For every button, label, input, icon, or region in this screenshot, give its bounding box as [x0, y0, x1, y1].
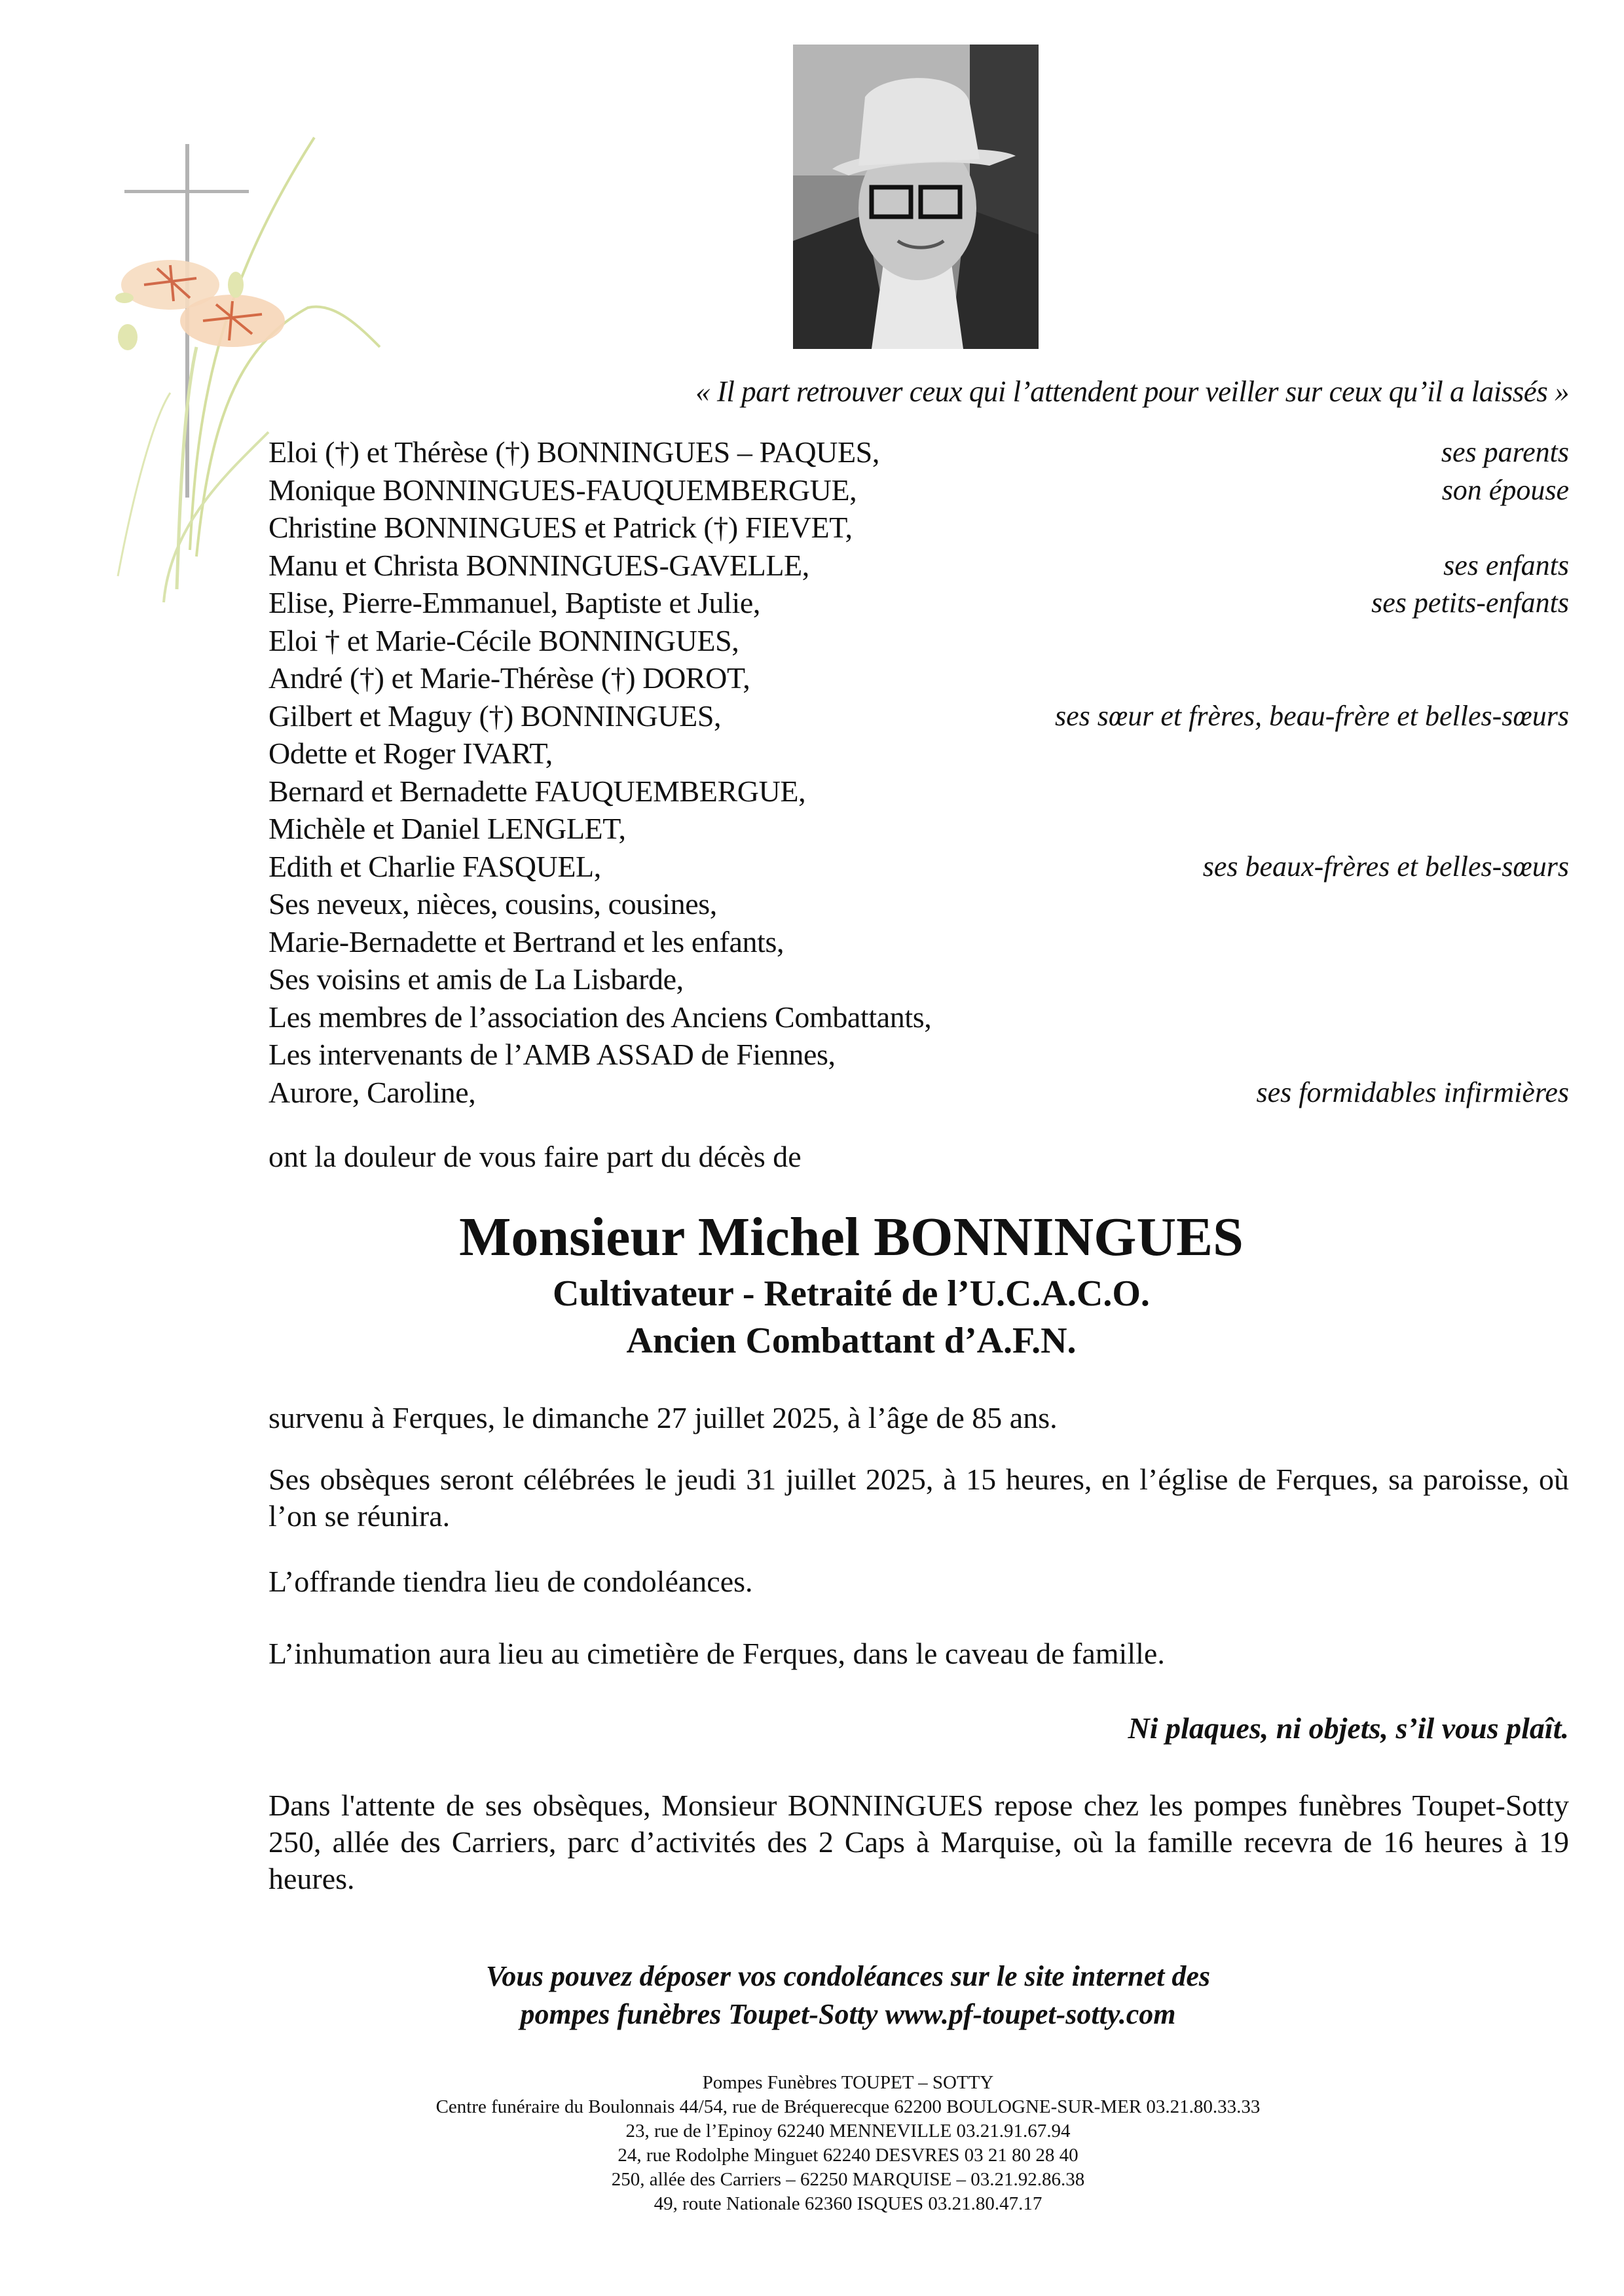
family-member-name: Marie-Bernadette et Bertrand et les enfants, [268, 924, 784, 958]
family-member-name: Les intervenants de l’AMB ASSAD de Fiennes, [268, 1038, 836, 1071]
deceased-block [0, 1205, 1624, 1364]
family-row [268, 547, 1569, 585]
family-row [268, 848, 1569, 886]
footer-line: 49, route Nationale 62360 ISQUES 03.21.80.47.17 [654, 2193, 1043, 2214]
family-relation: ses enfants [1443, 549, 1569, 581]
memorial-quote: « Il part retrouver ceux qui l’attendent pour veiller sur ceux qu’il a laissés » [695, 375, 1569, 408]
family-relation: ses beaux-frères et belles-sœurs [1202, 850, 1569, 883]
family-member-name: Elise, Pierre-Emmanuel, Baptiste et Julie, [268, 586, 760, 619]
family-member-name: Aurore, Caroline, [268, 1075, 476, 1109]
family-member-name: Eloi † et Marie-Cécile BONNINGUES, [268, 623, 739, 657]
condolences-line-1: Vous pouvez déposer vos condoléances sur le site internet des [485, 1960, 1211, 1992]
family-row [268, 960, 1569, 998]
family-row [268, 998, 1569, 1036]
footer-line: 250, allée des Carriers – 62250 MARQUISE – 03.21.92.86.38 [611, 2169, 1085, 2190]
family-member-name: Michèle et Daniel LENGLET, [268, 812, 626, 845]
family-member-name: Gilbert et Maguy (†) BONNINGUES, [268, 699, 722, 733]
funeral-details: Ses obsèques seront célébrées le jeudi 31 juillet 2025, à 15 heures, en l’église de Ferques, sa paroisse, où l’on se réunira. [268, 1463, 1569, 1533]
death-details: survenu à Ferques, le dimanche 27 juillet 2025, à l’âge de 85 ans. [268, 1401, 1058, 1434]
burial-details: L’inhumation aura lieu au cimetière de Ferques, dans le caveau de famille. [268, 1637, 1165, 1670]
family-member-name: André (†) et Marie-Thérèse (†) DOROT, [268, 661, 750, 695]
family-relation: ses petits-enfants [1371, 587, 1569, 619]
family-member-name: Christine BONNINGUES et Patrick (†) FIEVET, [268, 511, 853, 544]
family-relation: ses formidables infirmières [1256, 1076, 1569, 1108]
family-row [268, 509, 1569, 547]
deceased-occupation: Cultivateur - Retraité de l’U.C.A.C.O. [553, 1273, 1150, 1314]
family-row [268, 1074, 1569, 1112]
footer-line: 24, rue Rodolphe Minguet 62240 DESVRES 03 21 80 28 40 [618, 2145, 1079, 2166]
family-row [268, 885, 1569, 923]
family-member-name: Odette et Roger IVART, [268, 737, 553, 770]
family-row [268, 471, 1569, 509]
family-member-name: Bernard et Bernadette FAUQUEMBERGUE, [268, 774, 806, 808]
family-member-name: Les membres de l’association des Anciens Combattants, [268, 1000, 932, 1034]
family-member-name: Manu et Christa BONNINGUES-GAVELLE, [268, 548, 809, 582]
family-member-name: Ses voisins et amis de La Lisbarde, [268, 962, 684, 996]
family-relation: ses sœur et frères, beau-frère et belles-sœurs [1055, 699, 1569, 732]
offering-note: L’offrande tiendra lieu de condoléances. [268, 1565, 753, 1598]
family-member-name: Edith et Charlie FASQUEL, [268, 849, 601, 883]
family-row [268, 810, 1569, 848]
deceased-name: Monsieur Michel BONNINGUES [459, 1207, 1244, 1267]
family-relation: ses parents [1441, 436, 1569, 468]
family-member-name: Monique BONNINGUES-FAUQUEMBERGUE, [268, 473, 857, 507]
portrait-photo [793, 45, 1039, 349]
deceased-veteran-status: Ancien Combattant d’A.F.N. [626, 1321, 1077, 1361]
family-row [268, 923, 1569, 961]
funeral-home-footer [0, 2071, 1624, 2216]
announcement-intro: ont la douleur de vous faire part du décès de [268, 1140, 802, 1173]
family-row [268, 697, 1569, 735]
condolences-notice [0, 1958, 1624, 2033]
family-row [268, 735, 1569, 773]
family-relation: son épouse [1441, 473, 1569, 506]
family-row [268, 584, 1569, 622]
footer-line: 23, rue de l’Epinoy 62240 MENNEVILLE 03.21.91.67.94 [625, 2121, 1071, 2141]
footer-line: Pompes Funèbres TOUPET – SOTTY [702, 2072, 994, 2093]
family-row [268, 1036, 1569, 1074]
family-row [268, 622, 1569, 660]
condolences-website-line[interactable]: pompes funèbres Toupet-Sotty www.pf-toupet-sotty.com [520, 1998, 1176, 2030]
family-member-name: Ses neveux, nièces, cousins, cousines, [268, 887, 717, 920]
family-member-name: Eloi (†) et Thérèse (†) BONNINGUES – PAQUES, [268, 435, 879, 469]
no-plaques-note: Ni plaques, ni objets, s’il vous plaît. [1128, 1711, 1569, 1745]
portrait-image [793, 45, 1039, 349]
family-row [268, 659, 1569, 697]
family-row [268, 773, 1569, 811]
family-list [268, 433, 1569, 1111]
viewing-details: Dans l'attente de ses obsèques, Monsieur BONNINGUES repose chez les pompes funèbres Toupet-Sotty 250, allée des Carriers, parc d’activités des 2 Caps à Marquise, où la famille recevra de 16 heures à 19 heures. [268, 1789, 1569, 1895]
footer-line: Centre funéraire du Boulonnais 44/54, rue de Bréquerecque 62200 BOULOGNE-SUR-MER 03.21.80.33.33 [435, 2096, 1261, 2117]
family-row [268, 433, 1569, 471]
